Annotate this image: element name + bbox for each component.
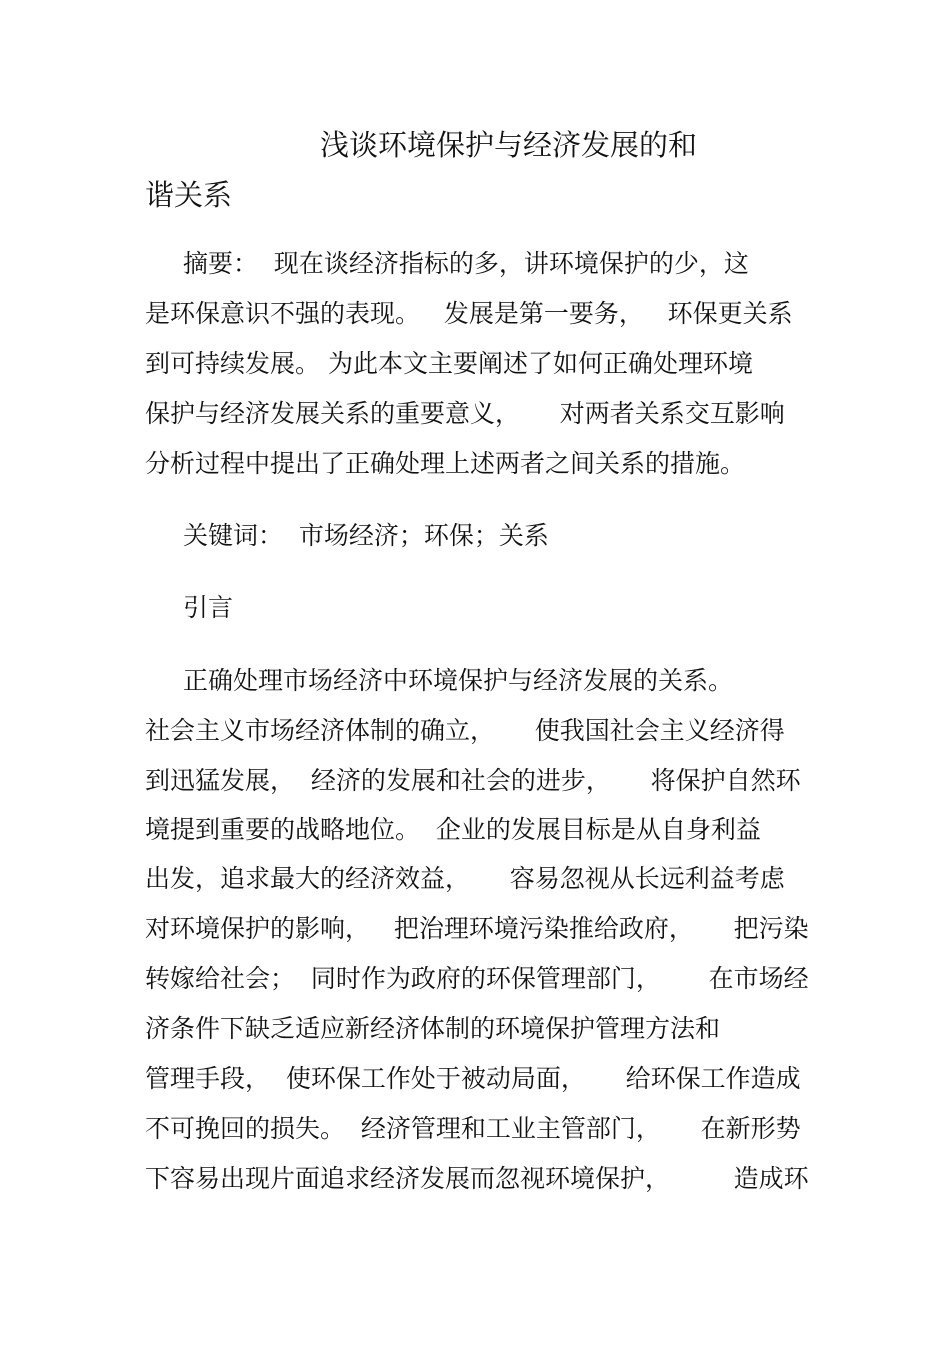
- body-line-3: 到迅猛发展， 经济的发展和社会的进步， 将保护自然环: [145, 766, 801, 795]
- intro-heading: 引言: [183, 593, 234, 622]
- abstract-line-3: 到可持续发展。 为此本文主要阐述了如何正确处理环境: [145, 349, 753, 378]
- body-line-10: 不可挽回的损失。 经济管理和工业主管部门， 在新形势: [145, 1114, 801, 1143]
- body-line-7: 转嫁给社会； 同时作为政府的环保管理部门， 在市场经: [145, 964, 809, 993]
- body-line-5: 出发，追求最大的经济效益， 容易忽视从长远利益考虑: [145, 864, 785, 893]
- body-line-11: 下容易出现片面追求经济发展而忽视环境保护， 造成环: [145, 1164, 809, 1193]
- title-line-2: 谐关系: [145, 178, 233, 212]
- body-line-1: 正确处理市场经济中环境保护与经济发展的关系。: [183, 666, 734, 695]
- body-line-9: 管理手段， 使环保工作处于被动局面， 给环保工作造成: [145, 1064, 801, 1093]
- body-line-4: 境提到重要的战略地位。 企业的发展目标是从自身利益: [145, 815, 761, 844]
- keywords-line: 关键词： 市场经济；环保；关系: [183, 521, 549, 550]
- abstract-line-1: 摘要： 现在谈经济指标的多，讲环境保护的少，这: [183, 249, 749, 278]
- abstract-line-5: 分析过程中提出了正确处理上述两者之间关系的措施。: [145, 449, 746, 478]
- title-line-1: 浅谈环境保护与经济发展的和: [320, 128, 698, 162]
- body-line-6: 对环境保护的影响， 把治理环境污染推给政府， 把污染: [145, 914, 809, 943]
- abstract-line-4: 保护与经济发展关系的重要意义， 对两者关系交互影响: [145, 399, 785, 428]
- abstract-line-2: 是环保意识不强的表现。 发展是第一要务， 环保更关系: [145, 299, 793, 328]
- body-line-8: 济条件下缺乏适应新经济体制的环境保护管理方法和: [145, 1014, 721, 1043]
- body-line-2: 社会主义市场经济体制的确立， 使我国社会主义经济得: [145, 716, 785, 745]
